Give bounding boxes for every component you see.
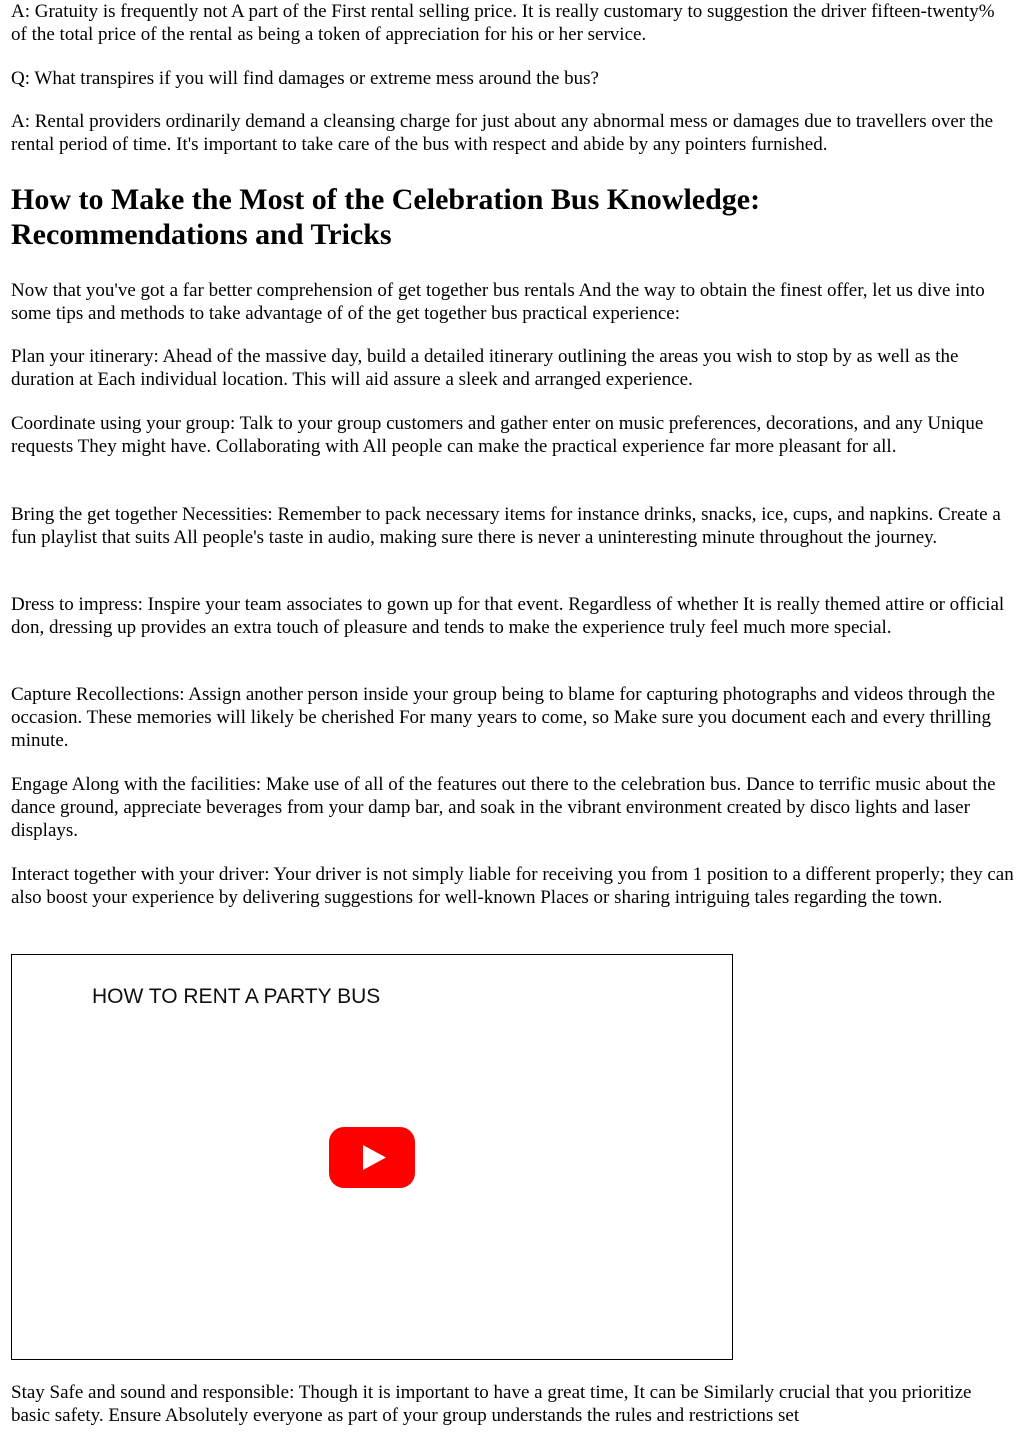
video-embed[interactable]	[11, 954, 733, 1360]
intro-paragraph: Now that you've got a far better comprehension of get together bus rentals And the way to obtain the finest offer, let us dive into some tips and methods to take advantage of of the get together bus practical experience:	[11, 280, 985, 324]
video-title[interactable]: HOW TO RENT A PARTY BUS	[92, 985, 381, 1008]
youtube-play-icon[interactable]	[329, 1127, 415, 1188]
tip-engage-facilities: Engage Along with the facilities: Make use of all of the features out there to the celebration bus. Dance to terrific music about the dance ground, appreciate beverages from your damp bar, and soak in the vibrant environment created by disco lights and laser displays.	[11, 774, 996, 841]
tip-capture-memories: Capture Recollections: Assign another person inside your group being to blame for capturing photographs and videos through the occasion. These memories will likely be cherished For many years to come, so Make sure you document each and every thrilling minute.	[11, 684, 996, 751]
tip-plan-itinerary: Plan your itinerary: Ahead of the massive day, build a detailed itinerary outlining the areas you wish to stop by as well as the duration at Each individual location. This will aid assure a sleek and arranged experience.	[11, 346, 959, 390]
tip-interact-driver: Interact together with your driver: Your driver is not simply liable for receiving you from 1 position to a different properly; they can also boost your experience by delivering suggestions for well-known Places or sharing intriguing tales regarding the town.	[11, 864, 1014, 908]
question-damages: Q: What transpires if you will find damages or extreme mess around the bus?	[11, 68, 599, 89]
answer-damages: A: Rental providers ordinarily demand a cleansing charge for just about any abnormal mess or damages due to travellers over the rental period of time. It's important to take care of the bus with respect and abide by any pointers furnished.	[11, 111, 994, 155]
tip-bring-necessities: Bring the get together Necessities: Remember to pack necessary items for instance drinks, snacks, ice, cups, and napkins. Create a fun playlist that suits All people's taste in audio, making sure there is never a uninteresting minute throughout the journey.	[11, 504, 1001, 548]
tip-stay-safe: Stay Safe and sound and responsible: Though it is important to have a great time, It can be Similarly crucial that you prioritize basic safety. Ensure Absolutely everyone as part of your group understands the rules and restrictions set	[11, 1382, 972, 1426]
tip-dress-to-impress: Dress to impress: Inspire your team associates to gown up for that event. Regardless of whether It is really themed attire or official don, dressing up provides an extra touch of pleasure and tends to make the experience truly feel much more special.	[11, 594, 1005, 638]
section-heading: How to Make the Most of the Celebration Bus Knowledge: Recommendations and Tricks	[11, 183, 761, 251]
tip-coordinate-group: Coordinate using your group: Talk to your group customers and gather enter on music preferences, decorations, and any Unique requests They might have. Collaborating with All people can make the practical experience far more pleasant for all.	[11, 413, 984, 457]
answer-gratuity: A: Gratuity is frequently not A part of the First rental selling price. It is really customary to suggestion the driver fifteen-twenty% of the total price of the rental as being a token of appreciation for his or her service.	[11, 1, 995, 45]
